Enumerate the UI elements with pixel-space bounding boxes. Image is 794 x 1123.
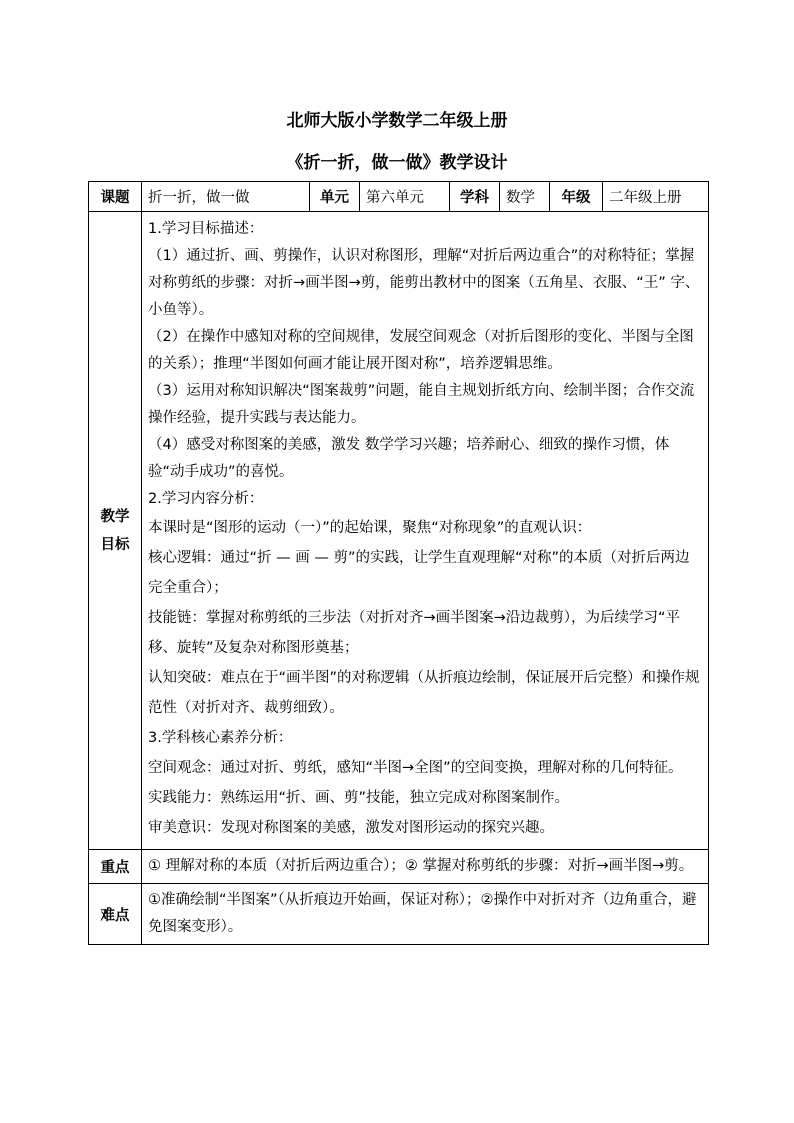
content-intro: 本课时是“图形的运动（一）”的起始课，聚焦“对称现象”的直观认识：	[148, 520, 592, 536]
grade-label: 年级	[550, 182, 603, 212]
goals-label-line-1: 教学	[100, 508, 130, 525]
content-core-logic: 核心逻辑：通过“折 — 画 — 剪”的实践，让学生直观理解“对称”的本质（对折后两边完全重合）；	[148, 550, 690, 596]
goals-row	[89, 212, 709, 850]
key-point-label: 重点	[89, 850, 142, 884]
literacy-aesthetic: 审美意识：发现对称图案的美感，激发对图形运动的探究兴趣。	[148, 820, 554, 836]
document-title: 北师大版小学数学二年级上册	[286, 111, 508, 131]
topic-label: 课题	[89, 182, 142, 212]
goals-heading-3: 3.学科核心素养分析：	[148, 730, 293, 746]
subject-label: 学科	[450, 182, 500, 212]
document-subtitle: 《折一折，做一做》教学设计	[286, 153, 508, 173]
difficult-point-text: ①准确绘制“半图案”（从折痕边开始画，保证对称）；②操作中对折对齐（边角重合，避免图案变形）。	[142, 884, 709, 945]
goals-label-line-2: 目标	[100, 536, 130, 553]
goals-heading-1: 1.学习目标描述：	[148, 221, 264, 237]
difficult-point-label: 难点	[89, 884, 142, 945]
unit-label: 单元	[310, 182, 360, 212]
difficult-point-row	[89, 884, 709, 945]
goals-content	[142, 212, 709, 850]
goals-item-1: （1）通过折、画、剪操作，认识对称图形，理解“对折后两边重合”的对称特征；掌握对称剪纸的步骤：对折→画半图→剪，能剪出教材中的图案（五角星、衣服、“王” 字、小鱼等）。	[148, 248, 700, 318]
goals-item-4: （4）感受对称图案的美感，激发 数学学习兴趣；培养耐心、细致的操作习惯，体验“动手成功”的喜悦。	[148, 437, 670, 480]
grade-value: 二年级上册	[603, 182, 709, 212]
literacy-practice: 实践能力：熟练运用“折、画、剪”技能，独立完成对称图案制作。	[148, 790, 570, 806]
header-row	[89, 182, 709, 212]
content-skill-chain: 技能链：掌握对称剪纸的三步法（对折对齐→画半图案→沿边裁剪），为后续学习“平移、旋转”及复杂对称图形奠基；	[148, 610, 681, 656]
goals-item-2: （2）在操作中感知对称的空间规律，发展空间观念（对折后图形的变化、半图与全图的关系）；推理“半图如何画才能让展开图对称”，培养逻辑思维。	[148, 329, 694, 372]
subject-value: 数学	[500, 182, 550, 212]
goals-item-3: （3）运用对称知识解决“图案裁剪”问题，能自主规划折纸方向、绘制半图；合作交流操作经验，提升实践与表达能力。	[148, 383, 695, 426]
lesson-plan-table	[88, 181, 709, 945]
key-point-text: ① 理解对称的本质（对折后两边重合）；② 掌握对称剪纸的步骤：对折→画半图→剪。	[142, 850, 709, 884]
literacy-spatial: 空间观念：通过对折、剪纸，感知“半图→全图”的空间变换，理解对称的几何特征。	[148, 760, 683, 776]
goals-label	[89, 212, 142, 850]
content-breakthrough: 认知突破：难点在于“画半图”的对称逻辑（从折痕边绘制，保证展开后完整）和操作规范性（对折对齐、裁剪细致）。	[148, 670, 700, 716]
topic-value: 折一折，做一做	[142, 182, 310, 212]
unit-value: 第六单元	[360, 182, 450, 212]
key-point-row	[89, 850, 709, 884]
goals-heading-2: 2.学习内容分析：	[148, 491, 264, 507]
